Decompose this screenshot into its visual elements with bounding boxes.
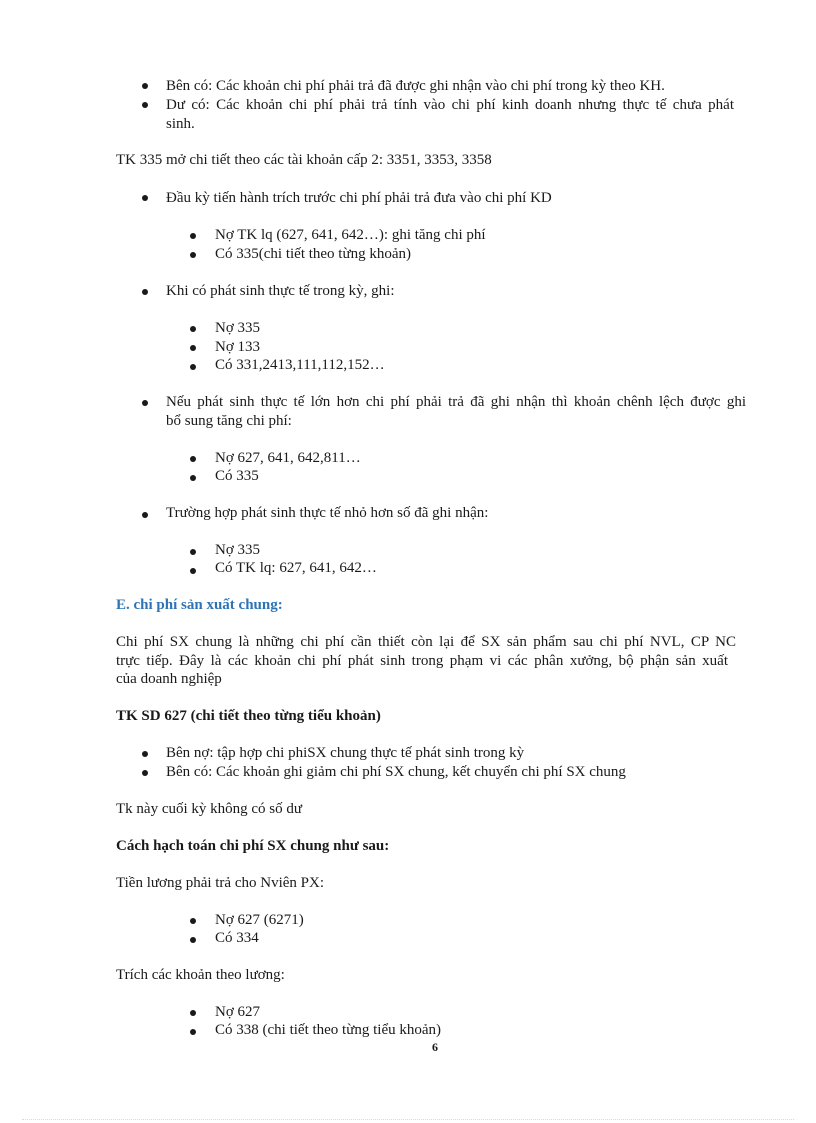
step2-title: Khi có phát sinh thực tế trong kỳ, ghi: bbox=[166, 283, 395, 299]
page-number: 6 bbox=[432, 1040, 438, 1054]
deductions-entry: Có 338 (chi tiết theo từng tiểu khoản) bbox=[215, 1022, 442, 1038]
step3-entry: Nợ 627, 641, 642,811… bbox=[215, 450, 361, 466]
section-e-heading: E. chi phí sản xuất chung: bbox=[116, 597, 283, 613]
deductions-entry: Nợ 627 bbox=[215, 1004, 261, 1020]
bullet-icon bbox=[190, 1010, 196, 1016]
bullet-icon bbox=[142, 512, 148, 518]
section-e-intro: Chi phí SX chung là những chi phí cần thiết còn lại để SX sản phẩm sau chi phí NVL, CP NC bbox=[116, 634, 736, 650]
bullet-icon bbox=[190, 1029, 196, 1035]
account-627-debit: Bên nợ: tập hợp chi phiSX chung thực tế phát sinh trong kỳ bbox=[166, 745, 525, 761]
bullet-icon bbox=[190, 918, 196, 924]
bullet-icon bbox=[190, 456, 196, 462]
step4-entry: Có TK lq: 627, 641, 642… bbox=[215, 560, 377, 576]
bullet-icon bbox=[190, 345, 196, 351]
credit-balance-text: Dư có: Các khoản chi phí phải trả tính vào chi phí kinh doanh nhưng thực tế chưa phát bbox=[166, 97, 734, 113]
credit-side-text: Bên có: Các khoản chi phí phải trả đã được ghi nhận vào chi phí trong kỳ theo KH. bbox=[166, 78, 665, 94]
footer-divider bbox=[22, 1119, 794, 1120]
bullet-icon bbox=[190, 252, 196, 258]
bullet-icon bbox=[190, 549, 196, 555]
bullet-icon bbox=[190, 326, 196, 332]
bullet-icon bbox=[190, 475, 196, 481]
step2-entry: Có 331,2413,111,112,152… bbox=[215, 357, 385, 373]
salary-entry: Có 334 bbox=[215, 930, 259, 946]
step1-entry: Có 335(chi tiết theo từng khoản) bbox=[215, 246, 412, 262]
step4-entry: Nợ 335 bbox=[215, 542, 261, 558]
account-627-heading: TK SD 627 (chi tiết theo từng tiểu khoản) bbox=[116, 708, 381, 724]
method-heading: Cách hạch toán chi phí SX chung như sau: bbox=[116, 838, 390, 854]
bullet-icon bbox=[142, 751, 148, 757]
detail-note: TK 335 mở chi tiết theo các tài khoản cấp 2: 3351, 3353, 3358 bbox=[116, 152, 492, 168]
bullet-icon bbox=[142, 289, 148, 295]
balance-note: Tk này cuối kỳ không có số dư bbox=[116, 801, 303, 817]
bullet-icon bbox=[190, 937, 196, 943]
step3-entry: Có 335 bbox=[215, 468, 259, 484]
bullet-icon bbox=[142, 83, 148, 89]
section-e-intro: của doanh nghiệp bbox=[116, 671, 222, 687]
credit-balance-text-cont: sinh. bbox=[166, 116, 195, 132]
step3-title-cont: bổ sung tăng chi phí: bbox=[166, 413, 292, 429]
bullet-icon bbox=[142, 770, 148, 776]
step2-entry: Nợ 133 bbox=[215, 339, 261, 355]
account-627-credit: Bên có: Các khoản ghi giảm chi phí SX chung, kết chuyển chi phí SX chung bbox=[166, 764, 626, 780]
salary-entry: Nợ 627 (6271) bbox=[215, 912, 304, 928]
section-e-intro: trực tiếp. Đây là các khoản chi phí phát sinh trong phạm vi các phân xưởng, bộ phận sản xuất bbox=[116, 653, 728, 669]
bullet-icon bbox=[142, 102, 148, 108]
bullet-icon bbox=[142, 195, 148, 201]
bullet-icon bbox=[190, 568, 196, 574]
salary-title: Tiền lương phải trả cho Nviên PX: bbox=[116, 875, 324, 891]
bullet-icon bbox=[190, 364, 196, 370]
step2-entry: Nợ 335 bbox=[215, 320, 261, 336]
step1-title: Đầu kỳ tiến hành trích trước chi phí phải trả đưa vào chi phí KD bbox=[166, 190, 552, 206]
step4-title: Trường hợp phát sinh thực tế nhỏ hơn số đã ghi nhận: bbox=[166, 505, 489, 521]
bullet-icon bbox=[142, 400, 148, 406]
step1-entry: Nợ TK lq (627, 641, 642…): ghi tăng chi phí bbox=[215, 227, 486, 243]
deductions-title: Trích các khoản theo lương: bbox=[116, 967, 285, 983]
step3-title: Nếu phát sinh thực tế lớn hơn chi phí phải trả đã ghi nhận thì khoản chênh lệch được ghi bbox=[166, 394, 746, 410]
bullet-icon bbox=[190, 233, 196, 239]
